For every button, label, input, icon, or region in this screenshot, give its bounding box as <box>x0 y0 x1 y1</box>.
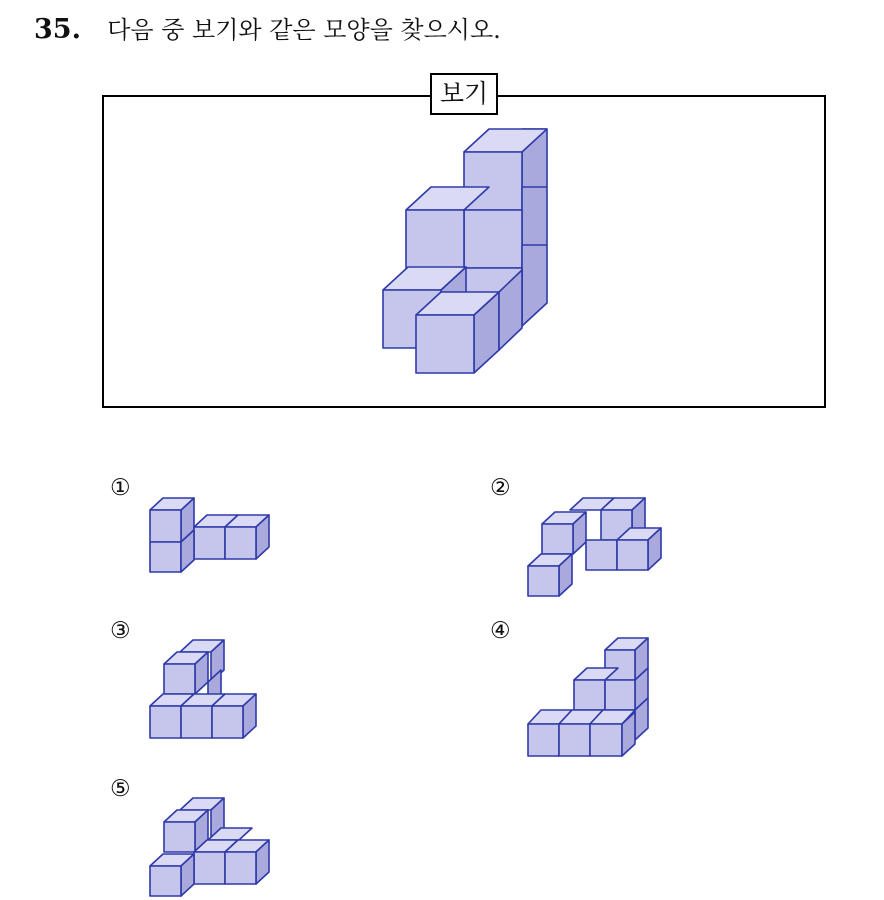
choice-figure-3[interactable] <box>148 636 264 744</box>
example-label: 보기 <box>430 73 498 115</box>
choice-marker-5[interactable]: ⑤ <box>110 776 131 802</box>
cube <box>225 840 269 884</box>
cube <box>150 542 181 572</box>
question-header <box>34 12 501 48</box>
cube <box>212 694 256 738</box>
cube <box>528 554 572 596</box>
choice-marker-4[interactable]: ④ <box>490 618 511 644</box>
choice-figure-4[interactable] <box>526 634 654 760</box>
cube <box>225 515 269 559</box>
choice-figure-1[interactable] <box>148 494 276 576</box>
choice-figure-2[interactable] <box>526 494 666 602</box>
question-text: 다음 중 보기와 같은 모양을 찾으시오. <box>107 16 501 44</box>
choice-marker-1[interactable]: ① <box>110 475 131 501</box>
choice-marker-2[interactable]: ② <box>490 475 511 501</box>
cube <box>617 528 661 570</box>
choice-figure-5[interactable] <box>148 796 276 900</box>
example-cube-figure <box>380 127 560 377</box>
choice-marker-3[interactable]: ③ <box>110 618 131 644</box>
cube <box>150 854 194 896</box>
cube <box>586 540 617 570</box>
cube <box>542 512 586 554</box>
question-number: 35. <box>34 14 81 45</box>
